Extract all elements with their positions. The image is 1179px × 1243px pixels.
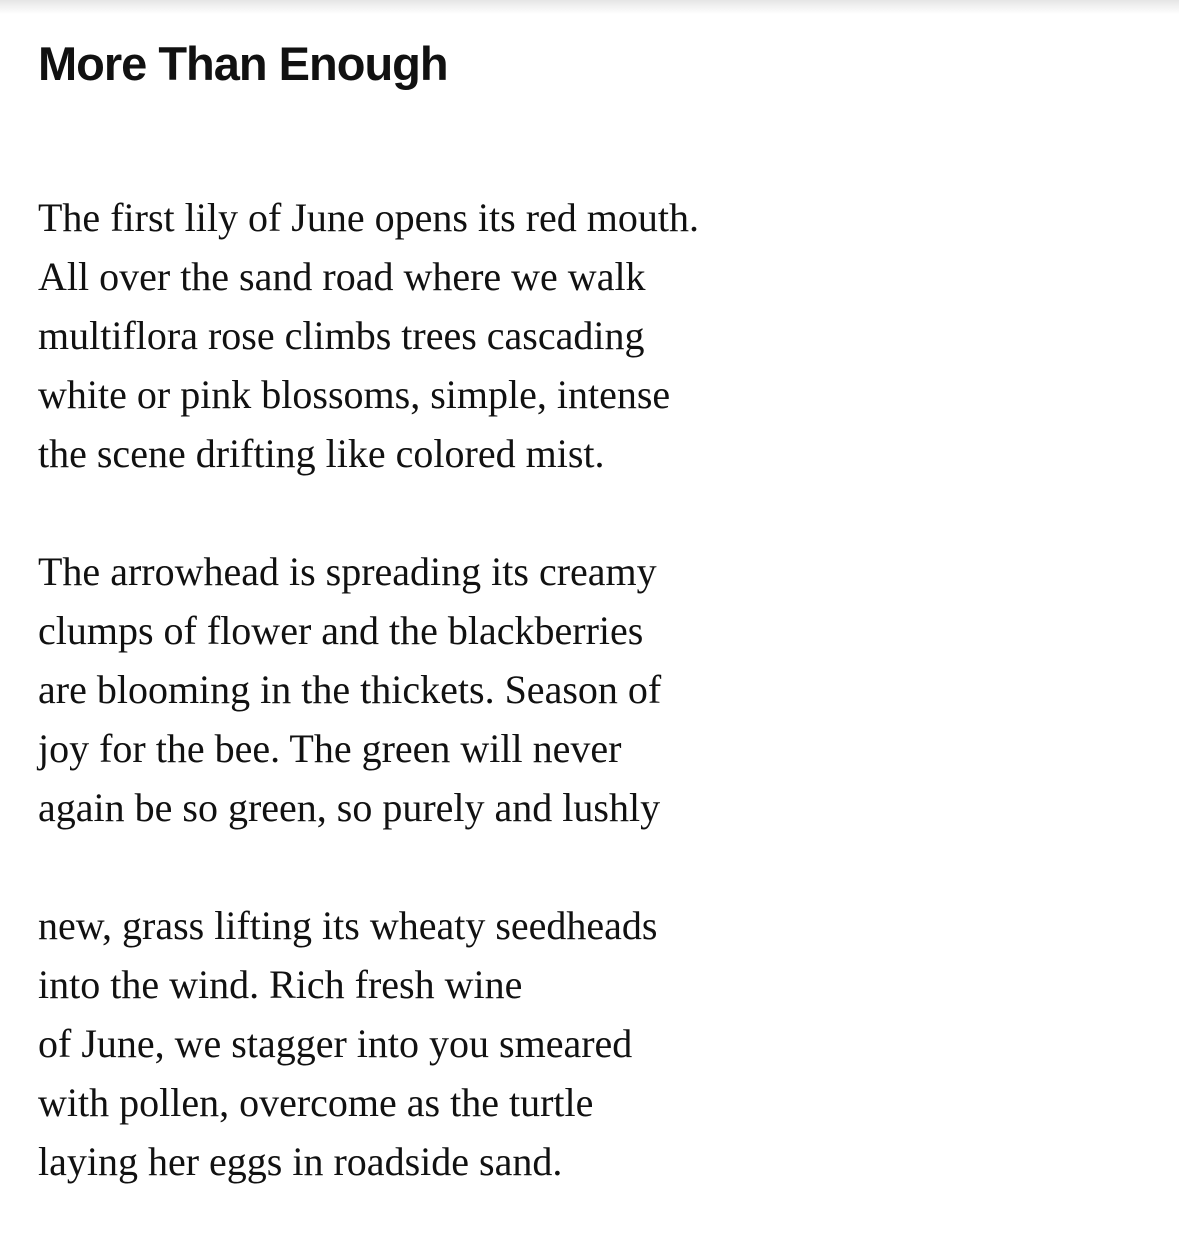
stanza-2: [38, 542, 1138, 837]
poem-line: All over the sand road where we walk: [38, 254, 646, 299]
poem-line: joy for the bee. The green will never: [38, 726, 622, 771]
poem-line: laying her eggs in roadside sand.: [38, 1139, 563, 1184]
poem-line: new, grass lifting its wheaty seedheads: [38, 903, 658, 948]
poem-title: More Than Enough: [38, 37, 448, 90]
poem: [38, 34, 1138, 1191]
poem-line: The first lily of June opens its red mouth.: [38, 195, 700, 240]
top-edge-shadow: [0, 0, 1179, 14]
stanza-3: [38, 896, 1138, 1191]
poem-line: The arrowhead is spreading its creamy: [38, 549, 657, 594]
poem-line: of June, we stagger into you smeared: [38, 1021, 633, 1066]
poem-line: into the wind. Rich fresh wine: [38, 962, 523, 1007]
poem-line: white or pink blossoms, simple, intense: [38, 372, 671, 417]
poem-line: clumps of flower and the blackberries: [38, 608, 644, 653]
poem-line: again be so green, so purely and lushly: [38, 785, 661, 830]
poem-line: with pollen, overcome as the turtle: [38, 1080, 594, 1125]
stanza-1: [38, 188, 1138, 483]
poem-line: the scene drifting like colored mist.: [38, 431, 605, 476]
poem-line: multiflora rose climbs trees cascading: [38, 313, 645, 358]
poem-line: are blooming in the thickets. Season of: [38, 667, 662, 712]
